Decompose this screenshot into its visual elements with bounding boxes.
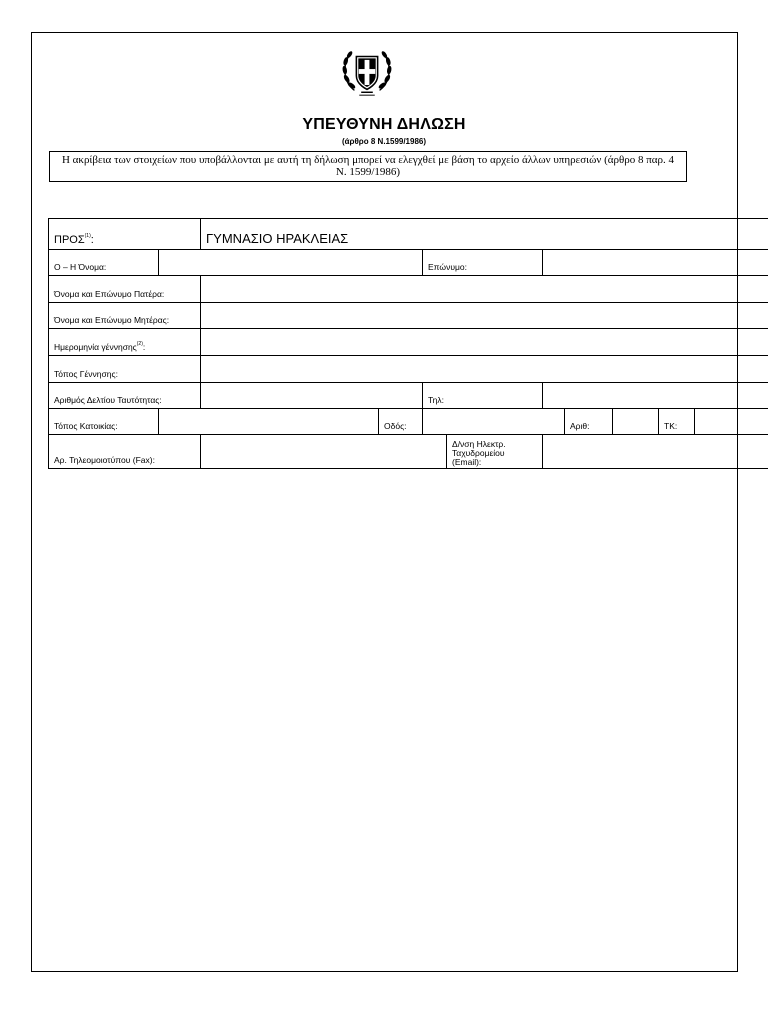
fax-field[interactable] — [201, 435, 447, 469]
greek-coat-of-arms-icon — [338, 42, 396, 100]
id-number-label: Αριθμός Δελτίου Ταυτότητας: — [49, 383, 201, 409]
document-title: ΥΠΕΥΘΥΝΗ ΔΗΛΩΣΗ — [302, 116, 466, 133]
birthplace-field[interactable] — [201, 356, 768, 383]
street-field[interactable] — [423, 409, 565, 435]
residence-field[interactable] — [159, 409, 379, 435]
postcode-field[interactable] — [695, 409, 768, 435]
birthdate-label: Ημερομηνία γέννησης — [54, 342, 137, 352]
to-label: ΠΡΟΣ — [54, 234, 85, 246]
father-name-field[interactable] — [201, 276, 768, 303]
postcode-label: ΤΚ: — [659, 409, 695, 435]
mother-name-label: Όνομα και Επώνυμο Μητέρας: — [49, 303, 201, 329]
birthdate-label-cell: Ημερομηνία γέννησης$^{(2)}$: — [49, 329, 201, 356]
surname-label: Επώνυμο: — [423, 250, 543, 276]
to-field[interactable] — [201, 219, 768, 250]
birthdate-footnote-ref: (2) — [136, 341, 143, 347]
street-number-label: Αριθ: — [565, 409, 613, 435]
notice-text: Η ακρίβεια των στοιχείων που υποβάλλονται με αυτή τη δήλωση μπορεί να ελεγχθεί με βάση το αρχείο άλλων υπηρεσιών (άρθρο 8 παρ. 4 Ν. 1599/1986) — [61, 154, 675, 178]
id-number-field[interactable] — [201, 383, 423, 409]
email-label: Δ/νση Ηλεκτρ. Ταχυδρομείου (Email): — [447, 435, 543, 469]
mother-name-field[interactable] — [201, 303, 768, 329]
notice-box — [49, 151, 687, 182]
surname-field[interactable] — [543, 250, 768, 276]
phone-field[interactable] — [543, 383, 768, 409]
birthplace-label: Τόπος Γέννησης: — [49, 356, 201, 383]
birthdate-field[interactable] — [201, 329, 768, 356]
email-field[interactable] — [543, 435, 768, 469]
phone-label: Τηλ: — [423, 383, 543, 409]
to-value: ΓΥΜΝΑΣΙΟ ΗΡΑΚΛΕΙΑΣ — [206, 231, 349, 246]
fax-label: Αρ. Τηλεομοιοτύπου (Fax): — [49, 435, 201, 469]
to-label-cell: ΠΡΟΣ$^{(1)}$: — [49, 219, 201, 250]
to-footnote-ref: (1) — [84, 233, 91, 239]
street-label: Οδός: — [379, 409, 423, 435]
first-name-field[interactable] — [159, 250, 423, 276]
declaration-form — [48, 218, 768, 469]
residence-label: Τόπος Κατοικίας: — [49, 409, 159, 435]
first-name-label: Ο – Η Όνομα: — [49, 250, 159, 276]
street-number-field[interactable] — [613, 409, 659, 435]
father-name-label: Όνομα και Επώνυμο Πατέρα: — [49, 276, 201, 303]
document-subtitle: (άρθρο 8 Ν.1599/1986) — [341, 137, 427, 146]
